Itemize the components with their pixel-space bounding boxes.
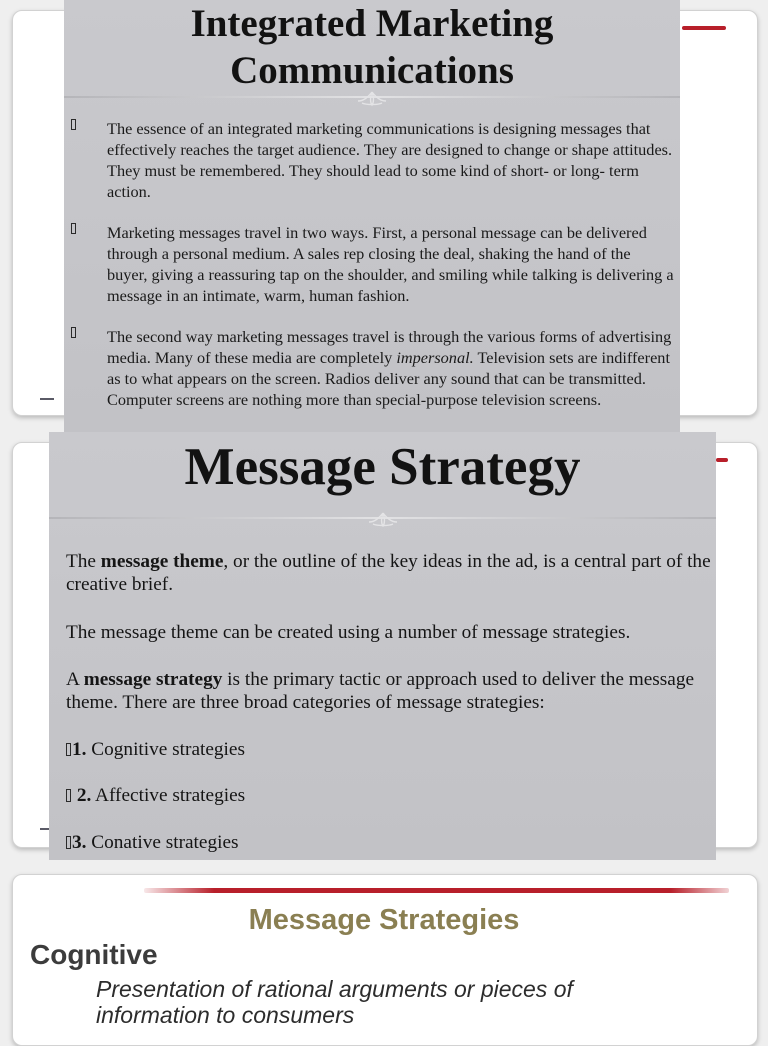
bullet-item [64,222,680,306]
bullet-item [64,118,680,202]
text-part: is the primary tactic or approach used to deliver the message theme. There are three broad categories of message strategies: [66,669,695,713]
bullet-box-icon [71,223,76,234]
text-part: , or the outline of the key ideas in the ad, is a central part of the creative brief. [66,551,711,595]
slide-3-heading: Cognitive [30,939,158,970]
title-line-1: Integrated Marketing [190,2,554,45]
bullet-text: Marketing messages travel in two ways. First, a personal message can be delivered through a personal medium. A sales rep closing the deal, shaking the hand of the buyer, giving a reassuring tap on the shoulder, and smiling while talking is delivering a message in an intimate, warm, human fashion. [107,223,674,305]
bullet-box-icon [66,743,71,756]
text-part: The [66,551,101,572]
accent-line-1 [682,26,726,30]
list-item [66,831,239,854]
item-number: 1. [72,739,87,760]
text-part: A [66,669,84,690]
flourish-ornament-icon [365,510,401,528]
title-line-2: Communications [230,49,514,92]
slide-title: Message Strategy [184,438,581,496]
emphasis-text: impersonal. [396,348,474,367]
slide-3-text: Presentation of rational arguments or pieces of information to consumers [96,976,573,1028]
frame-tick-1 [40,398,54,400]
bullet-box-icon [71,119,76,130]
item-label: Conative strategies [86,832,239,853]
accent-line-3 [144,888,729,893]
paragraph-message-strategy [66,668,714,714]
bullet-box-icon [66,789,71,802]
bold-term: message strategy [83,669,223,690]
slide-integrated-marketing [64,0,680,432]
item-label: Cognitive strategies [86,739,245,760]
bullet-item [64,326,680,410]
bullet-text-part: Television sets are indifferent as to what appears on the screen. Radios deliver any sound that can be transmitted. Computer screens are nothing more than special-purpose television screens. [107,348,670,409]
list-item [66,784,245,807]
paragraph-theme-created: The message theme can be created using a number of message strategies. [66,622,631,643]
bullet-text [107,326,675,410]
bullet-text-part: The second way marketing messages travel is through the various forms of advertising media. Many of these media are completely [107,327,672,367]
accent-line-2 [716,458,728,462]
flourish-ornament-icon [354,89,390,107]
item-number: 3. [72,832,87,853]
slide-3-title: Message Strategies [248,904,520,936]
item-number: 2. [76,785,92,806]
bullet-text: The essence of an integrated marketing communications is designing messages that effectively reaches the target audience. They are designed to change or shape attitudes. They must be remembered. They should lead to some kind of short- or long- term action. [107,119,673,201]
slide-title [64,0,680,94]
paragraph-message-theme [66,550,714,596]
bold-term: message theme [100,551,224,572]
item-label: Affective strategies [91,785,246,806]
bullet-box-icon [71,327,76,338]
slide-message-strategy [49,432,716,860]
bullet-box-icon [66,836,71,849]
list-item [66,738,245,761]
